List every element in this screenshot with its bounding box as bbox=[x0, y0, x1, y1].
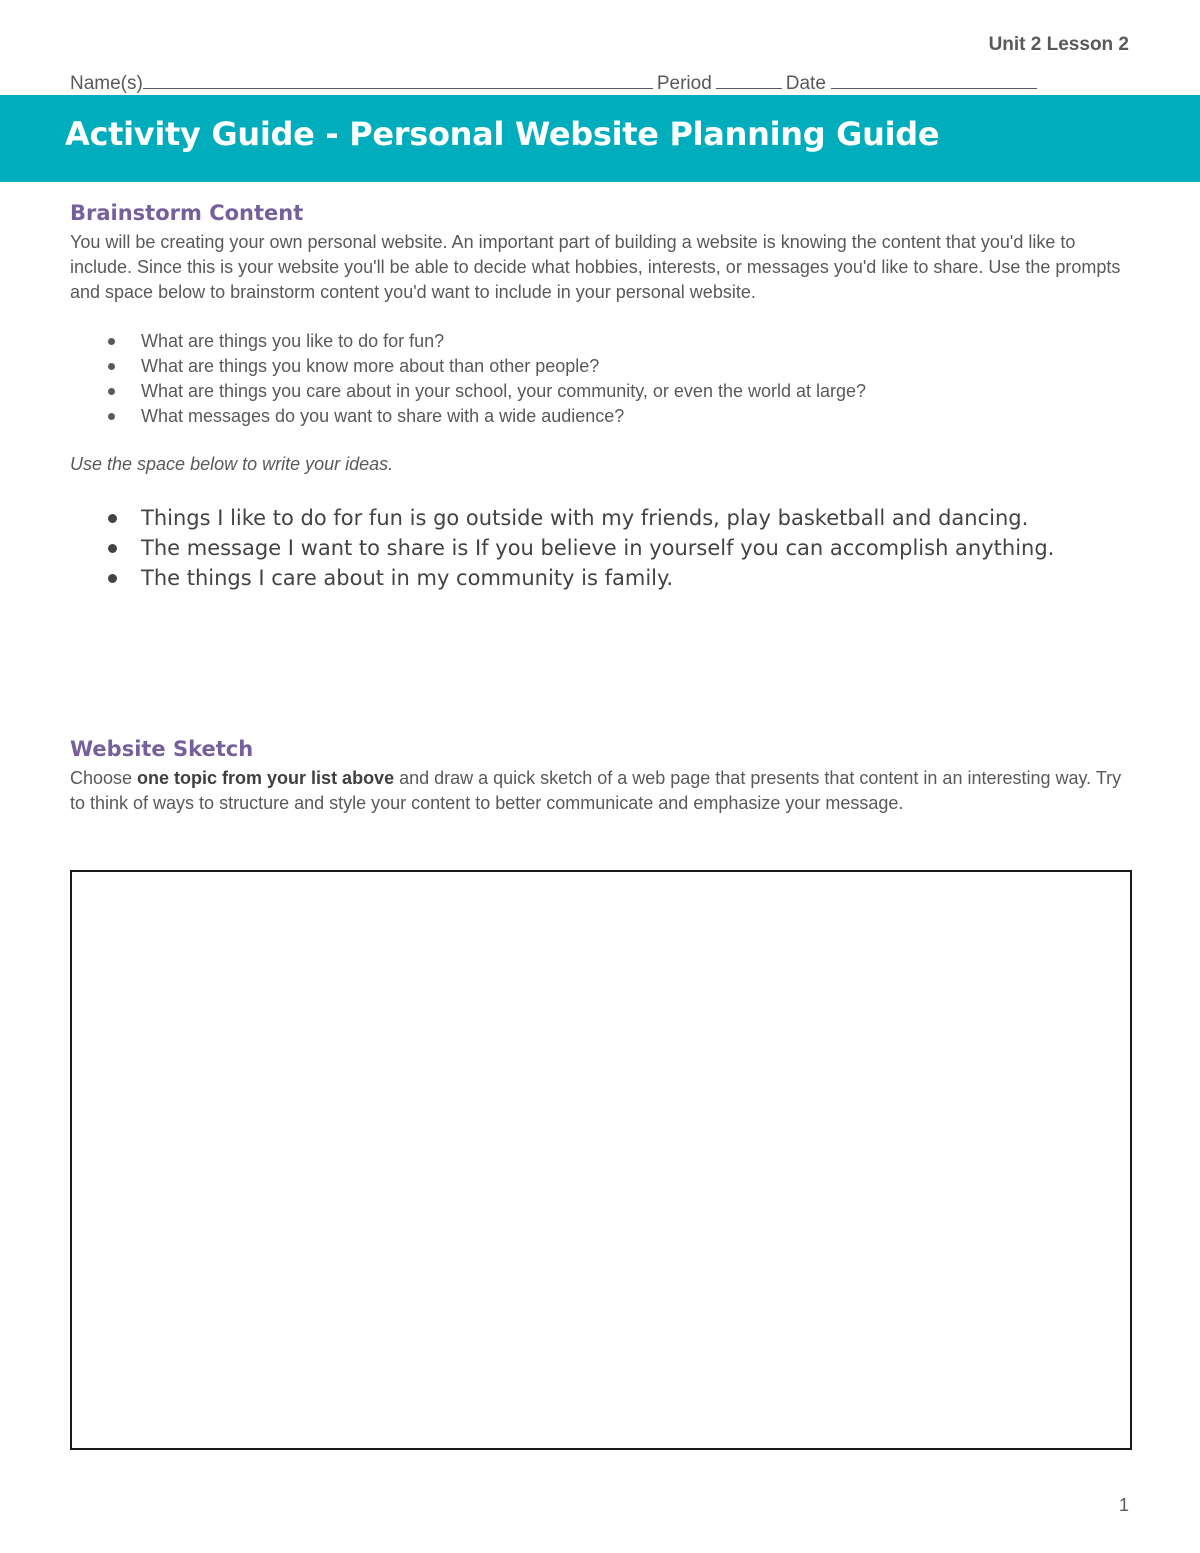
list-item bbox=[0, 503, 1054, 533]
bullet-icon bbox=[108, 514, 117, 523]
sketch-text-before: Choose bbox=[70, 768, 138, 788]
date-label: Date bbox=[785, 73, 826, 94]
bullet-icon bbox=[108, 338, 115, 345]
ideas-list bbox=[0, 503, 1054, 593]
list-item bbox=[0, 404, 866, 429]
bullet-icon bbox=[108, 544, 117, 553]
sketch-text-after: and draw a quick sketch of a web page that presents that content in an interesting way. Try to think of ways to structure and style your content to better communicate and emphasize your message. bbox=[70, 768, 1122, 813]
bullet-icon bbox=[108, 388, 115, 395]
prompt-text: What are things you like to do for fun? bbox=[141, 331, 445, 351]
brainstorm-heading: Brainstorm Content bbox=[70, 201, 304, 225]
name-blank bbox=[143, 70, 653, 89]
list-item bbox=[0, 354, 866, 379]
name-label: Name(s) bbox=[70, 73, 143, 94]
bullet-icon bbox=[108, 363, 115, 370]
prompt-text: What messages do you want to share with a wide audience? bbox=[141, 406, 625, 426]
sketch-instructions bbox=[70, 766, 1140, 816]
prompt-list bbox=[0, 329, 866, 429]
title-banner bbox=[0, 95, 1200, 182]
instruction-note: Use the space below to write your ideas. bbox=[70, 454, 394, 474]
idea-text: Things I like to do for fun is go outside with my friends, play basketball and dancing. bbox=[141, 506, 1029, 530]
page-number: 1 bbox=[1118, 1495, 1129, 1515]
period-label: Period bbox=[656, 73, 712, 94]
prompt-text: What are things you know more about than other people? bbox=[141, 356, 600, 376]
unit-lesson-label: Unit 2 Lesson 2 bbox=[988, 34, 1129, 55]
list-item bbox=[0, 329, 866, 354]
period-blank bbox=[716, 70, 782, 89]
name-period-date-line bbox=[70, 70, 1037, 95]
sketch-area[interactable] bbox=[70, 870, 1132, 1450]
bullet-icon bbox=[108, 413, 115, 420]
brainstorm-intro: You will be creating your own personal website. An important part of building a website is knowing the content that you'd like to include. Since this is your website you'll be able to decide what hobbies, interests, or messages you'd like to share. Use the prompts and space below to brainstorm content you'd want to include in your personal website. bbox=[70, 232, 1121, 302]
date-blank bbox=[831, 70, 1037, 89]
idea-text: The message I want to share is If you believe in yourself you can accomplish anything. bbox=[141, 536, 1055, 560]
list-item bbox=[0, 563, 1054, 593]
sketch-heading: Website Sketch bbox=[70, 737, 254, 761]
list-item bbox=[0, 533, 1054, 563]
page-title: Activity Guide - Personal Website Planning Guide bbox=[65, 115, 940, 153]
sketch-text-bold: one topic from your list above bbox=[137, 768, 395, 788]
bullet-icon bbox=[108, 574, 117, 583]
list-item bbox=[0, 379, 866, 404]
idea-text: The things I care about in my community is family. bbox=[141, 566, 674, 590]
prompt-text: What are things you care about in your school, your community, or even the world at large? bbox=[141, 381, 867, 401]
